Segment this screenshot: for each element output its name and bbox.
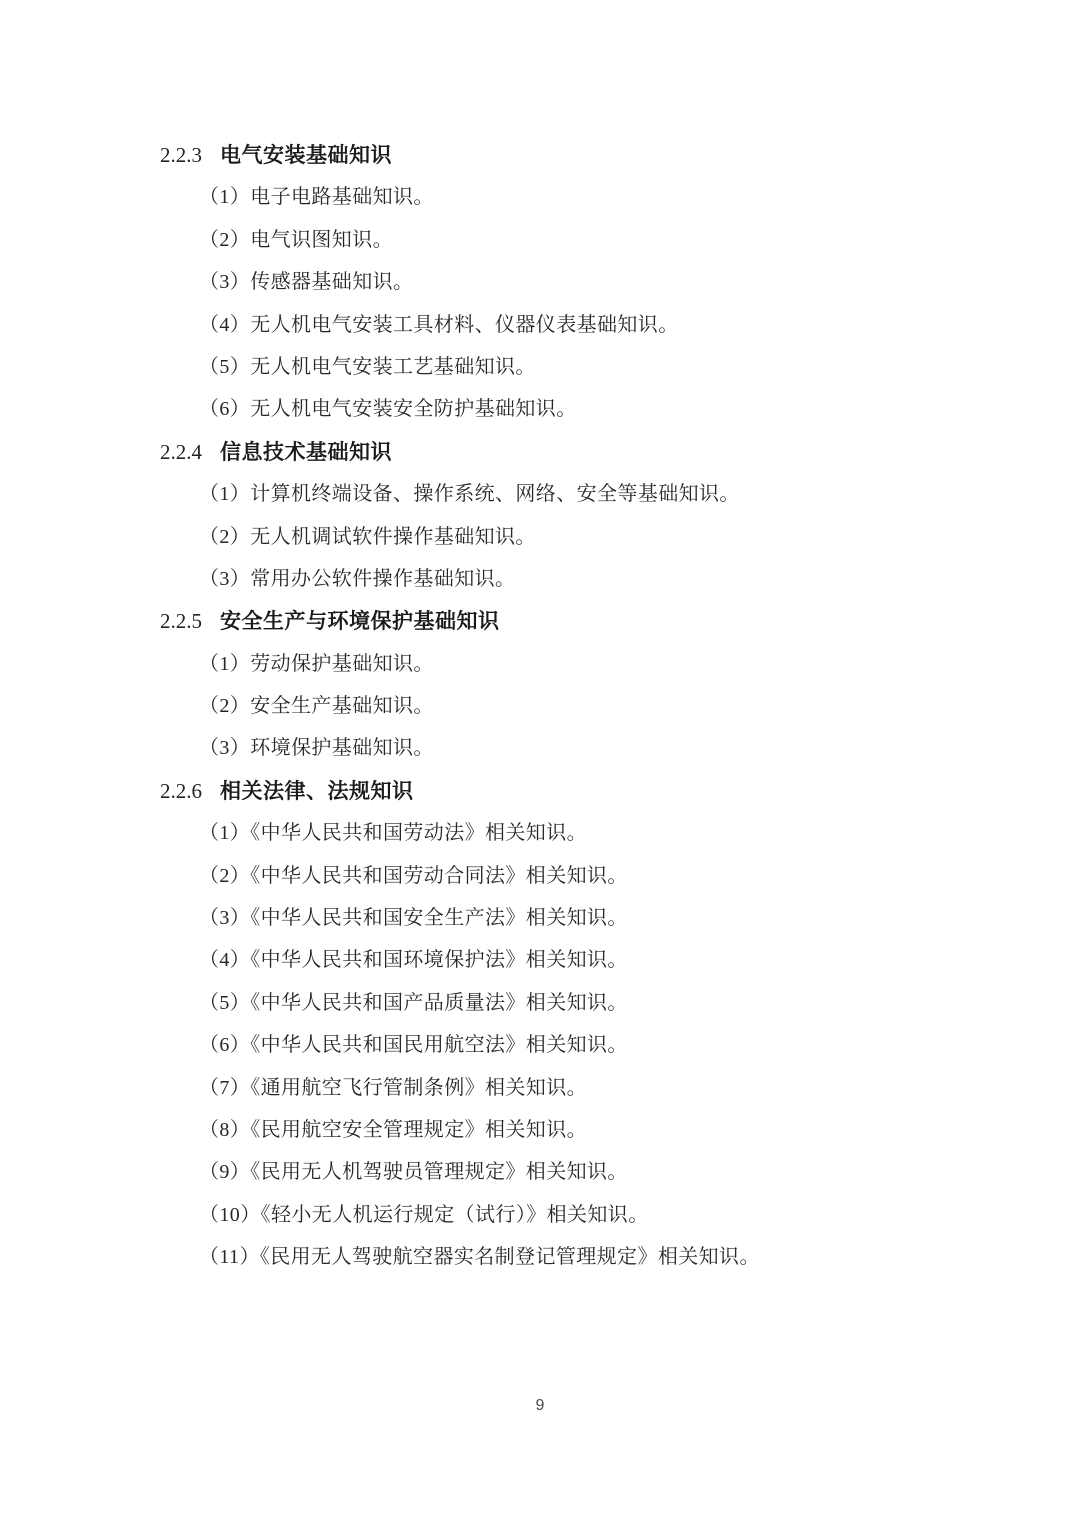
section-heading-2-2-5 — [0, 600, 1080, 642]
list-item: （4）无人机电气安装工具材料、仪器仪表基础知识。 — [199, 313, 679, 336]
list-item: （2）无人机调试软件操作基础知识。 — [199, 525, 536, 548]
section-number: 2.2.4 — [160, 439, 202, 464]
list-item: （6）无人机电气安装安全防护基础知识。 — [199, 398, 577, 421]
list-item: （11）《民用无人驾驶航空器实名制登记管理规定》相关知识。 — [199, 1246, 760, 1269]
section-heading-2-2-4 — [0, 431, 1080, 473]
section-title: 信息技术基础知识 — [220, 440, 392, 464]
page-number: 9 — [535, 1397, 545, 1414]
document-content — [0, 134, 1080, 1279]
list-item: （1）劳动保护基础知识。 — [199, 652, 434, 675]
list-item: （5）《中华人民共和国产品质量法》相关知识。 — [199, 991, 628, 1014]
section-title: 电气安装基础知识 — [220, 144, 392, 167]
list-item: （1）计算机终端设备、操作系统、网络、安全等基础知识。 — [199, 483, 740, 506]
list-item: （7）《通用航空飞行管制条例》相关知识。 — [199, 1076, 587, 1099]
list-item: （4）《中华人民共和国环境保护法》相关知识。 — [199, 949, 628, 972]
list-item: （3）常用办公软件操作基础知识。 — [199, 567, 516, 590]
list-item: （2）安全生产基础知识。 — [199, 695, 434, 718]
list-item: （1）电子电路基础知识。 — [199, 186, 434, 209]
section-number: 2.2.3 — [160, 143, 202, 167]
list-item: （1）《中华人民共和国劳动法》相关知识。 — [199, 822, 587, 845]
section-heading-2-2-6 — [0, 770, 1080, 812]
list-item: （2）《中华人民共和国劳动合同法》相关知识。 — [199, 864, 628, 887]
list-item: （9）《民用无人机驾驶员管理规定》相关知识。 — [199, 1161, 628, 1184]
section-title: 相关法律、法规知识 — [220, 779, 414, 803]
list-item: （6）《中华人民共和国民用航空法》相关知识。 — [199, 1034, 628, 1057]
list-item: （3）《中华人民共和国安全生产法》相关知识。 — [199, 907, 628, 930]
section-number: 2.2.6 — [160, 778, 202, 803]
section-title: 安全生产与环境保护基础知识 — [220, 610, 500, 634]
list-item: （10）《轻小无人机运行规定（试行）》相关知识。 — [199, 1203, 649, 1226]
section-number: 2.2.5 — [160, 609, 202, 634]
list-item: （3）传感器基础知识。 — [199, 271, 414, 294]
list-item: （8）《民用航空安全管理规定》相关知识。 — [199, 1118, 587, 1141]
list-item: （5）无人机电气安装工艺基础知识。 — [199, 355, 536, 378]
list-item: （2）电气识图知识。 — [199, 228, 393, 251]
section-heading-2-2-3 — [0, 134, 1080, 176]
list-item: （3）环境保护基础知识。 — [199, 737, 434, 760]
